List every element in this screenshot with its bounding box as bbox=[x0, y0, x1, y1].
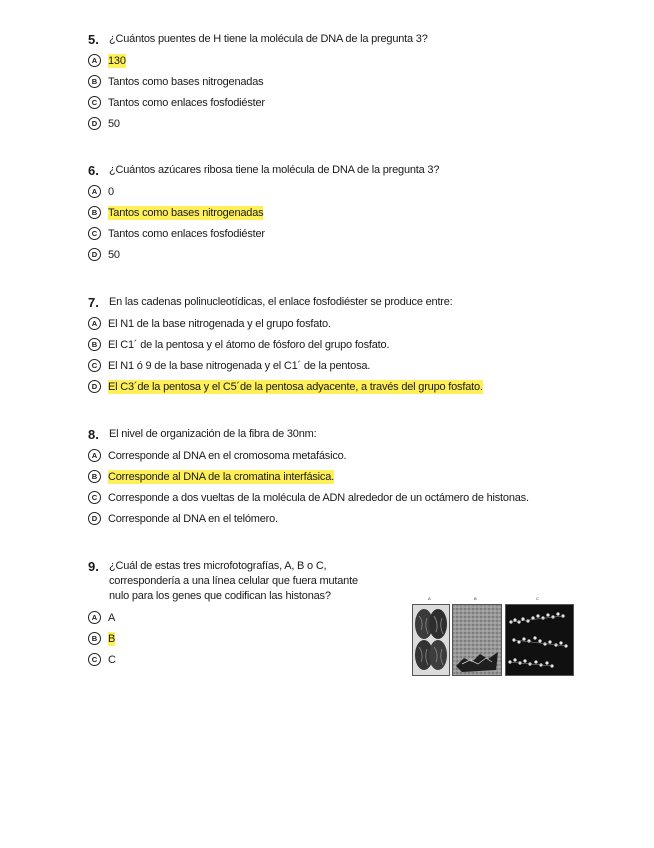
question-number: 7. bbox=[88, 295, 99, 310]
option-d[interactable] bbox=[88, 116, 428, 131]
option-text: El N1 de la base nitrogenada y el grupo fosfato. bbox=[108, 317, 331, 330]
option-b[interactable] bbox=[88, 631, 358, 646]
option-text: 50 bbox=[108, 117, 120, 130]
figure-label-c: C bbox=[536, 596, 539, 601]
option-letter-circle: B bbox=[88, 632, 101, 645]
option-d[interactable] bbox=[88, 247, 439, 262]
option-text: Corresponde al DNA de la cromatina interfásica. bbox=[108, 470, 334, 483]
option-c[interactable] bbox=[88, 95, 428, 110]
option-letter-circle: A bbox=[88, 611, 101, 624]
option-letter-circle: B bbox=[88, 75, 101, 88]
option-c[interactable] bbox=[88, 358, 483, 373]
option-text: Tantos como bases nitrogenadas bbox=[108, 206, 264, 219]
option-text: El C1´ de la pentosa y el átomo de fósforo del grupo fosfato. bbox=[108, 338, 390, 351]
question-number: 5. bbox=[88, 32, 99, 47]
option-text: Tantos como enlaces fosfodiéster bbox=[108, 227, 265, 240]
option-text: Tantos como bases nitrogenadas bbox=[108, 75, 264, 88]
option-text: Tantos como enlaces fosfodiéster bbox=[108, 96, 265, 109]
question-stem bbox=[88, 32, 428, 47]
option-b[interactable] bbox=[88, 205, 439, 220]
option-a[interactable] bbox=[88, 448, 529, 463]
option-d[interactable] bbox=[88, 511, 529, 526]
option-a[interactable] bbox=[88, 184, 439, 199]
question-number: 8. bbox=[88, 427, 99, 442]
question-stem bbox=[88, 163, 439, 178]
option-text: Corresponde al DNA en el cromosoma metafásico. bbox=[108, 449, 347, 462]
option-letter-circle: C bbox=[88, 227, 101, 240]
option-text: C bbox=[108, 653, 116, 666]
option-letter-circle: D bbox=[88, 512, 101, 525]
question-8 bbox=[88, 427, 529, 526]
option-letter-circle: A bbox=[88, 317, 101, 330]
option-text: Corresponde a dos vueltas de la molécula de ADN alrededor de un octámero de histonas. bbox=[108, 491, 529, 504]
option-letter-circle: C bbox=[88, 491, 101, 504]
question-text-line: ¿Cuál de estas tres microfotografías, A, B o C, bbox=[109, 560, 327, 572]
option-c[interactable] bbox=[88, 490, 529, 505]
question-text-line: correspondería a una línea celular que fuera mutante bbox=[109, 575, 358, 587]
option-b[interactable] bbox=[88, 469, 529, 484]
option-text: 0 bbox=[108, 185, 114, 198]
micrograph-figure bbox=[412, 596, 574, 678]
option-d[interactable] bbox=[88, 379, 483, 394]
option-a[interactable] bbox=[88, 316, 483, 331]
option-letter-circle: C bbox=[88, 653, 101, 666]
option-letter-circle: C bbox=[88, 96, 101, 109]
question-6 bbox=[88, 163, 439, 262]
question-text: ¿Cuántos azúcares ribosa tiene la molécula de DNA de la pregunta 3? bbox=[109, 164, 440, 176]
option-letter-circle: A bbox=[88, 54, 101, 67]
question-text bbox=[109, 559, 358, 604]
micrograph-a bbox=[412, 604, 450, 676]
question-9 bbox=[88, 559, 358, 667]
option-letter-circle: B bbox=[88, 470, 101, 483]
option-text: El N1 ó 9 de la base nitrogenada y el C1´ de la pentosa. bbox=[108, 359, 371, 372]
option-text: El C3´de la pentosa y el C5´de la pentosa adyacente, a través del grupo fosfato. bbox=[108, 380, 483, 393]
option-letter-circle: C bbox=[88, 359, 101, 372]
question-text-line: nulo para los genes que codifican las histonas? bbox=[109, 590, 331, 602]
option-a[interactable] bbox=[88, 53, 428, 68]
option-letter-circle: D bbox=[88, 248, 101, 261]
option-text: 130 bbox=[108, 54, 126, 67]
option-a[interactable] bbox=[88, 610, 358, 625]
micrograph-c bbox=[505, 604, 574, 676]
question-stem bbox=[88, 427, 529, 442]
question-7 bbox=[88, 295, 483, 394]
question-stem bbox=[88, 295, 483, 310]
option-letter-circle: B bbox=[88, 338, 101, 351]
option-text: A bbox=[108, 611, 116, 624]
question-text: En las cadenas polinucleotídicas, el enlace fosfodiéster se produce entre: bbox=[109, 296, 453, 308]
question-5 bbox=[88, 32, 428, 131]
option-c[interactable] bbox=[88, 226, 439, 241]
question-number: 9. bbox=[88, 559, 99, 574]
question-text: ¿Cuántos puentes de H tiene la molécula de DNA de la pregunta 3? bbox=[109, 33, 428, 45]
question-number: 6. bbox=[88, 163, 99, 178]
option-letter-circle: B bbox=[88, 206, 101, 219]
option-c[interactable] bbox=[88, 652, 358, 667]
question-stem bbox=[88, 559, 358, 604]
option-text: 50 bbox=[108, 248, 120, 261]
option-letter-circle: A bbox=[88, 185, 101, 198]
option-text: B bbox=[108, 632, 116, 645]
figure-label-b: B bbox=[474, 596, 477, 601]
option-b[interactable] bbox=[88, 74, 428, 89]
question-text: El nivel de organización de la fibra de 30nm: bbox=[109, 428, 317, 440]
micrograph-b bbox=[452, 604, 502, 676]
option-letter-circle: A bbox=[88, 449, 101, 462]
option-text: Corresponde al DNA en el telómero. bbox=[108, 512, 278, 525]
option-b[interactable] bbox=[88, 337, 483, 352]
option-letter-circle: D bbox=[88, 117, 101, 130]
option-letter-circle: D bbox=[88, 380, 101, 393]
figure-label-a: A bbox=[428, 596, 431, 601]
